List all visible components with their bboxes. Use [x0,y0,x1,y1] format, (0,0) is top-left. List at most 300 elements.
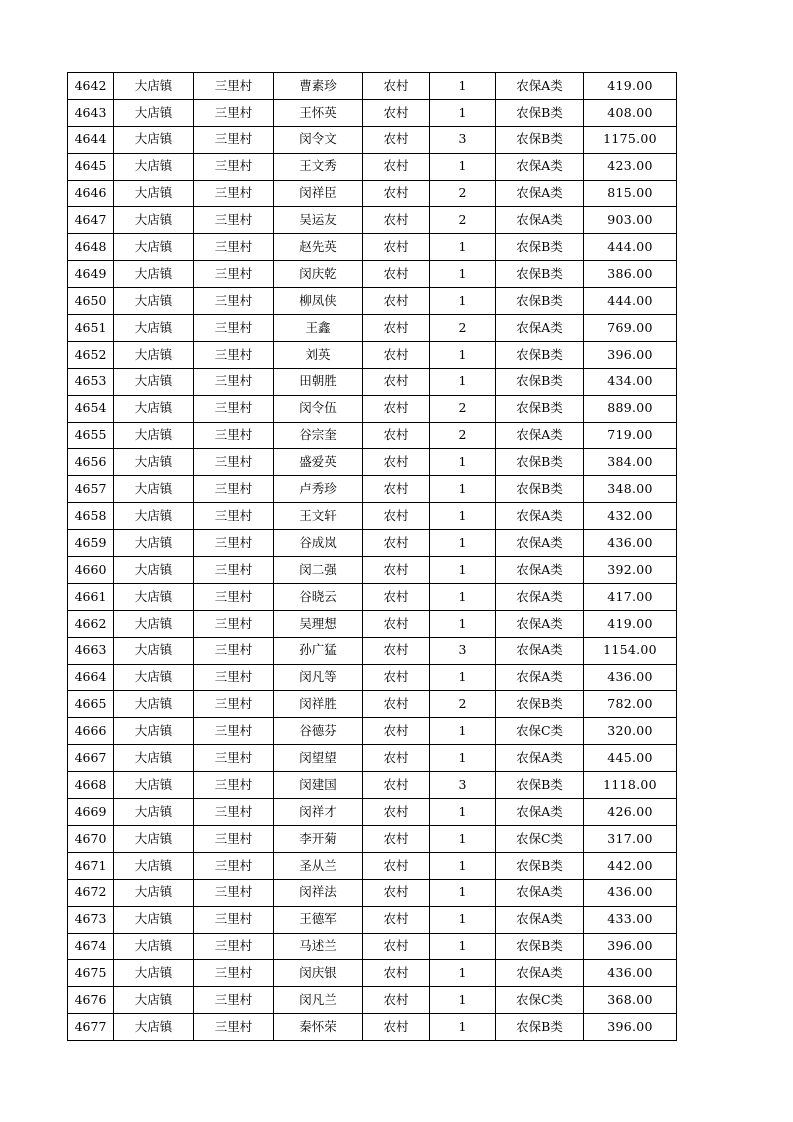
amount-cell: 782.00 [584,691,677,718]
household-count-cell: 1 [430,718,496,745]
area-type-cell: 农村 [363,610,430,637]
village-cell: 三里村 [194,449,274,476]
row-number: 4671 [68,852,114,879]
amount-cell: 317.00 [584,825,677,852]
name-cell: 闵建国 [274,772,363,799]
name-cell: 谷成岚 [274,530,363,557]
town-cell: 大店镇 [114,126,194,153]
name-cell: 闵凡等 [274,664,363,691]
table-row [68,987,677,1014]
category-cell: 农保C类 [496,825,584,852]
name-cell: 闵令文 [274,126,363,153]
area-type-cell: 农村 [363,261,430,288]
category-cell: 农保A类 [496,207,584,234]
village-cell: 三里村 [194,153,274,180]
amount-cell: 442.00 [584,852,677,879]
table-row [68,772,677,799]
town-cell: 大店镇 [114,557,194,584]
table-row [68,261,677,288]
name-cell: 马述兰 [274,933,363,960]
village-cell: 三里村 [194,234,274,261]
row-number: 4652 [68,341,114,368]
name-cell: 闵令伍 [274,395,363,422]
row-number: 4647 [68,207,114,234]
category-cell: 农保A类 [496,799,584,826]
area-type-cell: 农村 [363,288,430,315]
name-cell: 吴运友 [274,207,363,234]
town-cell: 大店镇 [114,288,194,315]
village-cell: 三里村 [194,395,274,422]
row-number: 4655 [68,422,114,449]
category-cell: 农保A类 [496,503,584,530]
table-row [68,906,677,933]
amount-cell: 419.00 [584,610,677,637]
row-number: 4675 [68,960,114,987]
household-count-cell: 3 [430,637,496,664]
village-cell: 三里村 [194,288,274,315]
village-cell: 三里村 [194,691,274,718]
table-row [68,960,677,987]
town-cell: 大店镇 [114,799,194,826]
category-cell: 农保A类 [496,879,584,906]
row-number: 4659 [68,530,114,557]
town-cell: 大店镇 [114,315,194,342]
category-cell: 农保A类 [496,610,584,637]
table-row [68,852,677,879]
amount-cell: 1154.00 [584,637,677,664]
row-number: 4645 [68,153,114,180]
amount-cell: 903.00 [584,207,677,234]
village-cell: 三里村 [194,583,274,610]
category-cell: 农保A类 [496,637,584,664]
area-type-cell: 农村 [363,1014,430,1041]
row-number: 4665 [68,691,114,718]
name-cell: 王怀英 [274,99,363,126]
area-type-cell: 农村 [363,852,430,879]
row-number: 4672 [68,879,114,906]
row-number: 4650 [68,288,114,315]
table-row [68,476,677,503]
category-cell: 农保A类 [496,745,584,772]
amount-cell: 396.00 [584,341,677,368]
household-count-cell: 1 [430,368,496,395]
table-row [68,1014,677,1041]
area-type-cell: 农村 [363,960,430,987]
table-row [68,315,677,342]
name-cell: 柳凤侠 [274,288,363,315]
village-cell: 三里村 [194,180,274,207]
row-number: 4674 [68,933,114,960]
amount-cell: 432.00 [584,503,677,530]
table-row [68,99,677,126]
area-type-cell: 农村 [363,126,430,153]
area-type-cell: 农村 [363,745,430,772]
village-cell: 三里村 [194,825,274,852]
town-cell: 大店镇 [114,933,194,960]
household-count-cell: 1 [430,288,496,315]
category-cell: 农保B类 [496,261,584,288]
row-number: 4660 [68,557,114,584]
town-cell: 大店镇 [114,664,194,691]
table-row [68,395,677,422]
area-type-cell: 农村 [363,153,430,180]
area-type-cell: 农村 [363,368,430,395]
name-cell: 王文秀 [274,153,363,180]
table-row [68,933,677,960]
category-cell: 农保B类 [496,852,584,879]
village-cell: 三里村 [194,772,274,799]
area-type-cell: 农村 [363,557,430,584]
table-row [68,503,677,530]
row-number: 4658 [68,503,114,530]
table-row [68,583,677,610]
area-type-cell: 农村 [363,315,430,342]
household-count-cell: 1 [430,852,496,879]
town-cell: 大店镇 [114,906,194,933]
category-cell: 农保A类 [496,960,584,987]
village-cell: 三里村 [194,503,274,530]
amount-cell: 444.00 [584,234,677,261]
household-count-cell: 1 [430,476,496,503]
household-count-cell: 1 [430,987,496,1014]
household-count-cell: 2 [430,207,496,234]
row-number: 4648 [68,234,114,261]
name-cell: 田朝胜 [274,368,363,395]
amount-cell: 320.00 [584,718,677,745]
row-number: 4667 [68,745,114,772]
name-cell: 李开菊 [274,825,363,852]
area-type-cell: 农村 [363,772,430,799]
town-cell: 大店镇 [114,422,194,449]
household-count-cell: 2 [430,315,496,342]
name-cell: 闵凡兰 [274,987,363,1014]
row-number: 4669 [68,799,114,826]
category-cell: 农保B类 [496,691,584,718]
area-type-cell: 农村 [363,449,430,476]
household-count-cell: 1 [430,610,496,637]
town-cell: 大店镇 [114,261,194,288]
village-cell: 三里村 [194,341,274,368]
table-row [68,530,677,557]
category-cell: 农保A类 [496,530,584,557]
table-row [68,422,677,449]
row-number: 4646 [68,180,114,207]
category-cell: 农保A类 [496,557,584,584]
row-number: 4657 [68,476,114,503]
category-cell: 农保B类 [496,772,584,799]
category-cell: 农保B类 [496,126,584,153]
town-cell: 大店镇 [114,610,194,637]
village-cell: 三里村 [194,610,274,637]
category-cell: 农保A类 [496,664,584,691]
household-count-cell: 1 [430,557,496,584]
household-count-cell: 2 [430,691,496,718]
table-row [68,368,677,395]
household-count-cell: 1 [430,1014,496,1041]
town-cell: 大店镇 [114,73,194,100]
name-cell: 卢秀珍 [274,476,363,503]
household-count-cell: 2 [430,422,496,449]
category-cell: 农保A类 [496,583,584,610]
table-row [68,745,677,772]
row-number: 4656 [68,449,114,476]
table-row [68,341,677,368]
household-count-cell: 1 [430,583,496,610]
area-type-cell: 农村 [363,476,430,503]
town-cell: 大店镇 [114,637,194,664]
area-type-cell: 农村 [363,583,430,610]
town-cell: 大店镇 [114,476,194,503]
roster-body [68,73,677,1041]
household-count-cell: 1 [430,664,496,691]
name-cell: 秦怀荣 [274,1014,363,1041]
category-cell: 农保A类 [496,906,584,933]
table-row [68,180,677,207]
village-cell: 三里村 [194,852,274,879]
area-type-cell: 农村 [363,503,430,530]
village-cell: 三里村 [194,530,274,557]
name-cell: 闵祥臣 [274,180,363,207]
village-cell: 三里村 [194,73,274,100]
name-cell: 圣从兰 [274,852,363,879]
household-count-cell: 3 [430,126,496,153]
area-type-cell: 农村 [363,341,430,368]
area-type-cell: 农村 [363,637,430,664]
household-count-cell: 1 [430,341,496,368]
town-cell: 大店镇 [114,825,194,852]
amount-cell: 417.00 [584,583,677,610]
name-cell: 闵祥法 [274,879,363,906]
town-cell: 大店镇 [114,207,194,234]
amount-cell: 769.00 [584,315,677,342]
household-count-cell: 1 [430,825,496,852]
village-cell: 三里村 [194,476,274,503]
amount-cell: 396.00 [584,933,677,960]
household-count-cell: 1 [430,153,496,180]
amount-cell: 433.00 [584,906,677,933]
category-cell: 农保B类 [496,395,584,422]
village-cell: 三里村 [194,261,274,288]
category-cell: 农保B类 [496,234,584,261]
category-cell: 农保B类 [496,288,584,315]
town-cell: 大店镇 [114,772,194,799]
area-type-cell: 农村 [363,422,430,449]
amount-cell: 386.00 [584,261,677,288]
amount-cell: 815.00 [584,180,677,207]
household-count-cell: 1 [430,261,496,288]
name-cell: 刘英 [274,341,363,368]
village-cell: 三里村 [194,960,274,987]
category-cell: 农保B类 [496,99,584,126]
village-cell: 三里村 [194,933,274,960]
area-type-cell: 农村 [363,395,430,422]
area-type-cell: 农村 [363,906,430,933]
town-cell: 大店镇 [114,745,194,772]
village-cell: 三里村 [194,718,274,745]
village-cell: 三里村 [194,557,274,584]
name-cell: 孙广猛 [274,637,363,664]
row-number: 4661 [68,583,114,610]
area-type-cell: 农村 [363,207,430,234]
village-cell: 三里村 [194,1014,274,1041]
row-number: 4651 [68,315,114,342]
village-cell: 三里村 [194,126,274,153]
household-count-cell: 1 [430,99,496,126]
amount-cell: 396.00 [584,1014,677,1041]
category-cell: 农保B类 [496,449,584,476]
row-number: 4654 [68,395,114,422]
town-cell: 大店镇 [114,234,194,261]
name-cell: 吴理想 [274,610,363,637]
name-cell: 闵二强 [274,557,363,584]
row-number: 4676 [68,987,114,1014]
amount-cell: 392.00 [584,557,677,584]
area-type-cell: 农村 [363,718,430,745]
town-cell: 大店镇 [114,960,194,987]
row-number: 4677 [68,1014,114,1041]
name-cell: 闵祥才 [274,799,363,826]
amount-cell: 419.00 [584,73,677,100]
row-number: 4668 [68,772,114,799]
area-type-cell: 农村 [363,73,430,100]
amount-cell: 434.00 [584,368,677,395]
area-type-cell: 农村 [363,933,430,960]
amount-cell: 1175.00 [584,126,677,153]
area-type-cell: 农村 [363,180,430,207]
table-row [68,153,677,180]
table-row [68,825,677,852]
row-number: 4663 [68,637,114,664]
amount-cell: 423.00 [584,153,677,180]
category-cell: 农保C类 [496,987,584,1014]
table-row [68,879,677,906]
village-cell: 三里村 [194,879,274,906]
town-cell: 大店镇 [114,530,194,557]
household-count-cell: 1 [430,960,496,987]
village-cell: 三里村 [194,99,274,126]
table-row [68,718,677,745]
amount-cell: 426.00 [584,799,677,826]
amount-cell: 445.00 [584,745,677,772]
amount-cell: 436.00 [584,530,677,557]
table-row [68,449,677,476]
name-cell: 谷晓云 [274,583,363,610]
area-type-cell: 农村 [363,234,430,261]
row-number: 4653 [68,368,114,395]
table-row [68,288,677,315]
name-cell: 闵庆银 [274,960,363,987]
area-type-cell: 农村 [363,99,430,126]
village-cell: 三里村 [194,664,274,691]
amount-cell: 384.00 [584,449,677,476]
town-cell: 大店镇 [114,879,194,906]
area-type-cell: 农村 [363,530,430,557]
table-row [68,234,677,261]
table-row [68,557,677,584]
category-cell: 农保B类 [496,933,584,960]
row-number: 4664 [68,664,114,691]
area-type-cell: 农村 [363,664,430,691]
table-row [68,799,677,826]
name-cell: 曹素珍 [274,73,363,100]
household-count-cell: 1 [430,73,496,100]
village-cell: 三里村 [194,315,274,342]
category-cell: 农保B类 [496,1014,584,1041]
town-cell: 大店镇 [114,503,194,530]
name-cell: 王德军 [274,906,363,933]
village-cell: 三里村 [194,368,274,395]
area-type-cell: 农村 [363,691,430,718]
amount-cell: 1118.00 [584,772,677,799]
row-number: 4642 [68,73,114,100]
town-cell: 大店镇 [114,691,194,718]
amount-cell: 408.00 [584,99,677,126]
category-cell: 农保B类 [496,368,584,395]
table-row [68,664,677,691]
town-cell: 大店镇 [114,583,194,610]
table-row [68,691,677,718]
household-count-cell: 1 [430,503,496,530]
household-count-cell: 3 [430,772,496,799]
area-type-cell: 农村 [363,799,430,826]
row-number: 4649 [68,261,114,288]
area-type-cell: 农村 [363,825,430,852]
amount-cell: 436.00 [584,960,677,987]
row-number: 4670 [68,825,114,852]
category-cell: 农保A类 [496,422,584,449]
amount-cell: 719.00 [584,422,677,449]
village-cell: 三里村 [194,637,274,664]
category-cell: 农保B类 [496,476,584,503]
amount-cell: 436.00 [584,664,677,691]
village-cell: 三里村 [194,987,274,1014]
village-cell: 三里村 [194,745,274,772]
category-cell: 农保A类 [496,153,584,180]
household-count-cell: 2 [430,395,496,422]
name-cell: 闵庆乾 [274,261,363,288]
name-cell: 赵先英 [274,234,363,261]
amount-cell: 444.00 [584,288,677,315]
household-count-cell: 1 [430,745,496,772]
household-count-cell: 1 [430,234,496,261]
town-cell: 大店镇 [114,368,194,395]
town-cell: 大店镇 [114,99,194,126]
category-cell: 农保A类 [496,180,584,207]
name-cell: 闵望望 [274,745,363,772]
town-cell: 大店镇 [114,1014,194,1041]
town-cell: 大店镇 [114,852,194,879]
category-cell: 农保A类 [496,73,584,100]
table-row [68,610,677,637]
village-cell: 三里村 [194,799,274,826]
roster-table [67,72,677,1041]
village-cell: 三里村 [194,422,274,449]
town-cell: 大店镇 [114,153,194,180]
household-count-cell: 1 [430,906,496,933]
name-cell: 王鑫 [274,315,363,342]
table-row [68,637,677,664]
amount-cell: 889.00 [584,395,677,422]
name-cell: 谷德芬 [274,718,363,745]
household-count-cell: 1 [430,879,496,906]
name-cell: 闵祥胜 [274,691,363,718]
town-cell: 大店镇 [114,395,194,422]
town-cell: 大店镇 [114,987,194,1014]
area-type-cell: 农村 [363,987,430,1014]
town-cell: 大店镇 [114,341,194,368]
household-count-cell: 1 [430,933,496,960]
name-cell: 王文轩 [274,503,363,530]
